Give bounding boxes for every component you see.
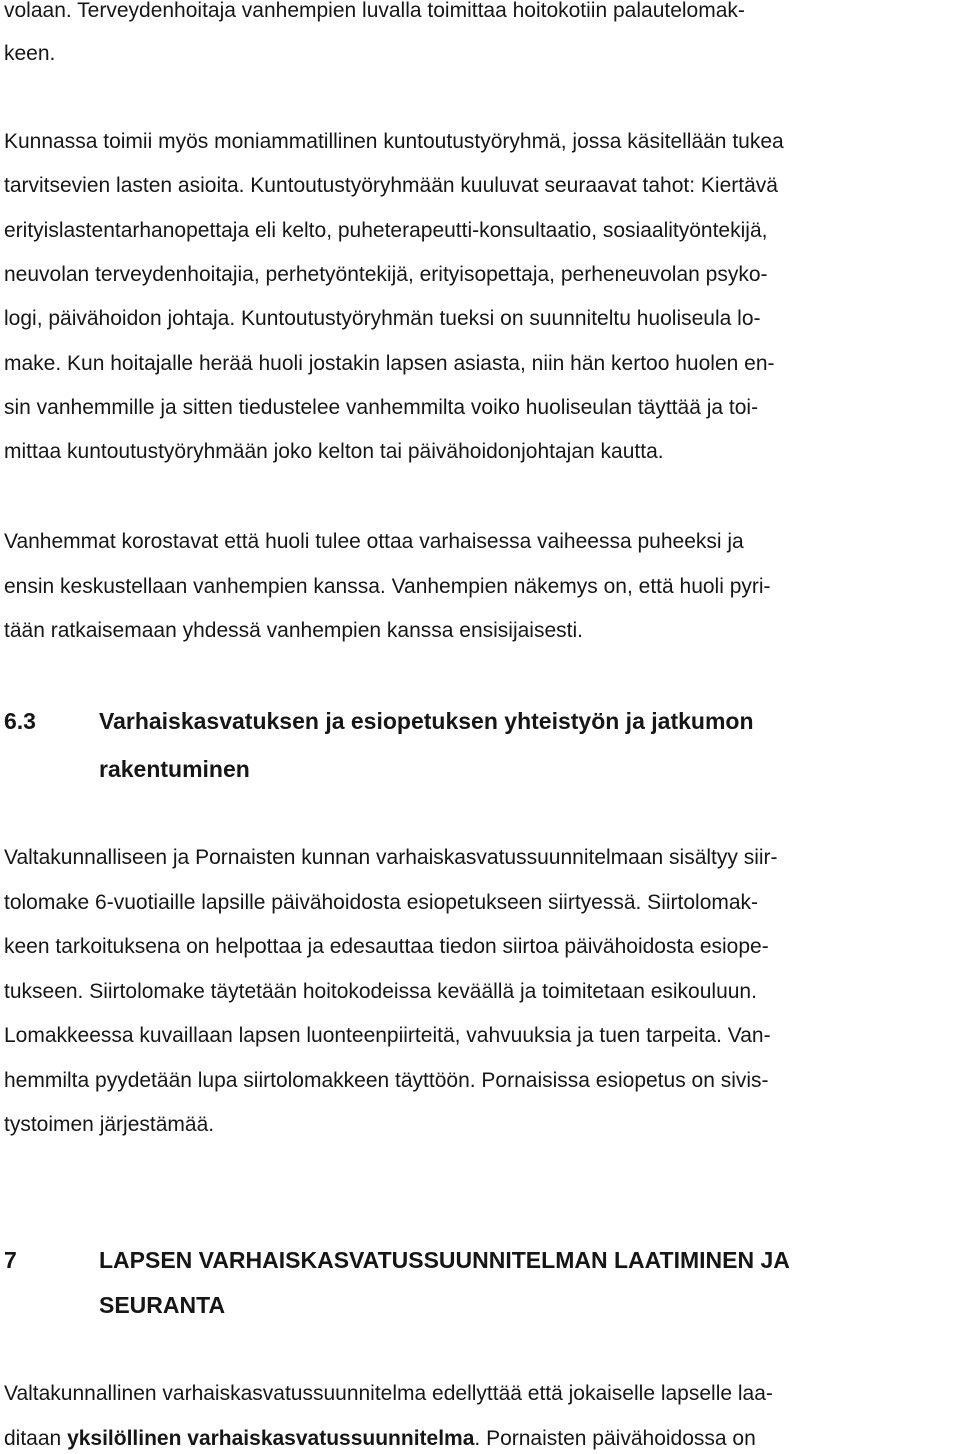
- paragraph-line: hemmilta pyydetään lupa siirtolomakkeen täyttöön. Pornaisissa esiopetus on sivis-: [4, 1069, 769, 1092]
- paragraph-line: ensin keskustellaan vanhempien kanssa. Vanhempien näkemys on, että huoli pyri-: [4, 575, 771, 598]
- section-title: Varhaiskasvatuksen ja esiopetuksen yhteistyön ja jatkumon: [99, 708, 754, 734]
- emphasized-term: yksilöllinen varhaiskasvatussuunnitelma: [67, 1427, 475, 1450]
- paragraph-line: Lomakkeessa kuvaillaan lapsen luonteenpiirteitä, vahvuuksia ja tuen tarpeita. Van-: [4, 1024, 771, 1047]
- text-run: . Pornaisten päivähoidossa on: [474, 1427, 756, 1450]
- paragraph-line: sin vanhemmille ja sitten tiedustelee vanhemmilta voiko huoliseulan täyttää ja toi-: [4, 396, 759, 419]
- paragraph-line: tystoimen järjestämää.: [4, 1113, 215, 1136]
- paragraph-line: Valtakunnallinen varhaiskasvatussuunnitelma edellyttää että jokaiselle lapselle laa-: [4, 1382, 773, 1405]
- paragraph-line: volaan. Terveydenhoitaja vanhempien luvalla toimittaa hoitokotiin palautelomak-: [4, 0, 745, 22]
- paragraph-line: keen.: [4, 42, 56, 65]
- paragraph-line: Vanhemmat korostavat että huoli tulee ottaa varhaisessa vaiheessa puheeksi ja: [4, 530, 744, 553]
- paragraph-line: neuvolan terveydenhoitajia, perhetyöntekijä, erityisopettaja, perheneuvolan psyko-: [4, 263, 768, 286]
- section-title-continued: rakentuminen: [99, 756, 250, 782]
- paragraph-line: [4, 1426, 756, 1452]
- section-title: LAPSEN VARHAISKASVATUSSUUNNITELMAN LAATIMINEN JA: [99, 1247, 790, 1273]
- paragraph-line: keen tarkoituksena on helpottaa ja edesauttaa tiedon siirtoa päivähoidosta esiope-: [4, 935, 769, 958]
- paragraph-line: mittaa kuntoutustyöryhmään joko kelton tai päivähoidonjohtajan kautta.: [4, 440, 664, 463]
- text-run: ditaan: [4, 1427, 68, 1450]
- paragraph-line: tään ratkaisemaan yhdessä vanhempien kanssa ensisijaisesti.: [4, 619, 583, 642]
- paragraph-line: tarvitsevien lasten asioita. Kuntoutustyöryhmään kuuluvat seuraavat tahot: Kiertävä: [4, 174, 778, 197]
- paragraph-line: tolomake 6-vuotiaille lapsille päivähoidosta esiopetukseen siirtyessä. Siirtolomak-: [4, 891, 759, 914]
- paragraph-line: tukseen. Siirtolomake täytetään hoitokodeissa keväällä ja toimitetaan esikouluun.: [4, 980, 757, 1003]
- section-number: 6.3: [4, 708, 36, 734]
- paragraph-line: make. Kun hoitajalle herää huoli jostakin lapsen asiasta, niin hän kertoo huolen en-: [4, 352, 775, 375]
- paragraph-line: Valtakunnalliseen ja Pornaisten kunnan varhaiskasvatussuunnitelmaan sisältyy siir-: [4, 846, 778, 869]
- paragraph-line: erityislastentarhanopettaja eli kelto, puheterapeutti-konsultaatio, sosiaalityöntekijä,: [4, 219, 768, 242]
- section-number: 7: [4, 1247, 17, 1273]
- section-title-continued: SEURANTA: [99, 1292, 226, 1318]
- paragraph-line: logi, päivähoidon johtaja. Kuntoutustyöryhmän tueksi on suunniteltu huoliseula lo-: [4, 307, 761, 330]
- paragraph-line: Kunnassa toimii myös moniammatillinen kuntoutustyöryhmä, jossa käsitellään tukea: [4, 130, 784, 153]
